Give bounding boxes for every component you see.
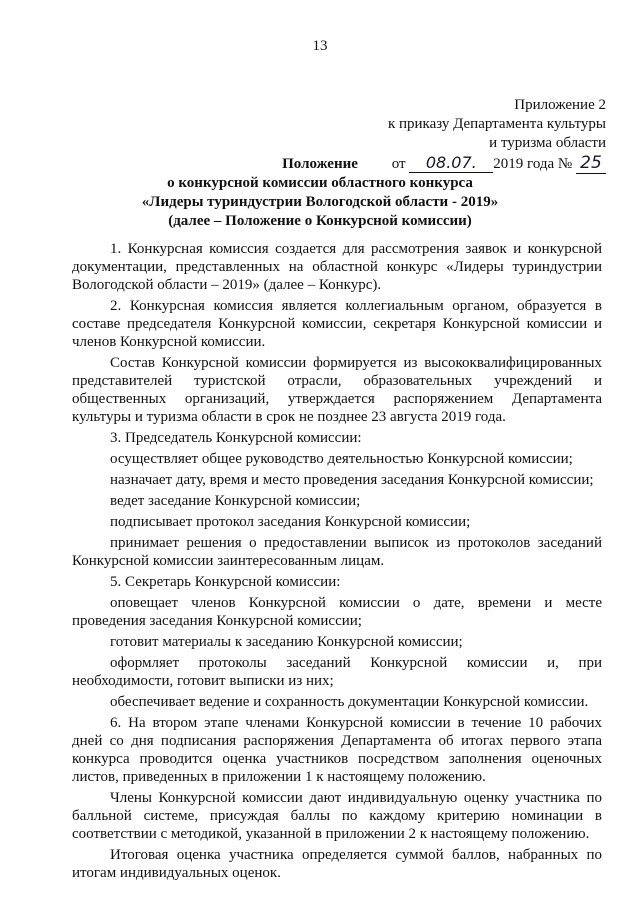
paragraph: 2. Конкурсная комиссия является коллегиальным органом, образуется в составе председателя Конкурсной комиссии, секретаря Конкурсной комиссии и членов Конкурсной комиссии. <box>72 298 602 350</box>
title-line-1: Положение <box>282 156 358 172</box>
paragraph: 1. Конкурсная комиссия создается для рассмотрения заявок и конкурсной документации, представленных на областной конкурс «Лидеры туриндустрии Вологодской области – 2019» (далее – Конкурс). <box>72 241 602 293</box>
handwritten-date: 08.07. <box>409 153 493 173</box>
appendix-order-line: к приказу Департамента культуры <box>387 116 606 132</box>
paragraph: 6. На втором этапе членами Конкурсной комиссии в течение 10 рабочих дней со дня подписания распоряжения Департамента об итогах первого этапа конкурса проводится оценка участников посредством заполнения оценочных листов, приведенных в приложении 1 к настоящему положению. <box>72 715 602 785</box>
date-suffix: 2019 года № <box>493 156 573 172</box>
paragraph: принимает решения о предоставлении выписок из протоколов заседаний Конкурсной комиссии заинтересованным лицам. <box>72 535 602 569</box>
paragraph: оповещает членов Конкурсной комиссии о дате, времени и месте проведения заседания Конкурсной комиссии; <box>72 595 602 629</box>
document-title <box>0 155 640 231</box>
paragraph: Члены Конкурсной комиссии дают индивидуальную оценку участника по балльной системе, присуждая баллы по каждому критерию номинации в соответствии с методикой, указанной в приложении 2 к настоящему положению. <box>72 790 602 842</box>
paragraph: обеспечивает ведение и сохранность документации Конкурсной комиссии. <box>110 694 589 710</box>
paragraph: готовит материалы к заседанию Конкурсной комиссии; <box>110 634 463 650</box>
paragraph: подписывает протокол заседания Конкурсной комиссии; <box>110 514 471 530</box>
paragraph: Состав Конкурсной комиссии формируется из высококвалифицированных представителей туристской отрасли, образовательных учреждений и общественных организаций, утверждается распоряжением Департамента культуры и туризма области в срок не позднее 23 августа 2019 года. <box>72 355 602 425</box>
paragraph: ведет заседание Конкурсной комиссии; <box>110 493 361 509</box>
date-prefix: от <box>391 156 406 172</box>
title-line-2: о конкурсной комиссии областного конкурса <box>167 175 473 191</box>
handwritten-number: 25 <box>576 154 606 174</box>
paragraph: осуществляет общее руководство деятельностью Конкурсной комиссии; <box>110 451 573 467</box>
paragraph: назначает дату, время и место проведения заседания Конкурсной комиссии; <box>110 472 594 488</box>
title-line-4: (далее – Положение о Конкурсной комиссии) <box>168 213 472 229</box>
paragraph: 5. Секретарь Конкурсной комиссии: <box>110 574 341 590</box>
document-body <box>72 240 602 885</box>
paragraph: оформляет протоколы заседаний Конкурсной комиссии и, при необходимости, готовит выписки из них; <box>72 655 602 689</box>
appendix-title: Приложение 2 <box>514 97 606 113</box>
paragraph: 3. Председатель Конкурсной комиссии: <box>110 430 362 446</box>
appendix-department-line: и туризма области <box>489 135 606 151</box>
paragraph: Итоговая оценка участника определяется суммой баллов, набранных по итогам индивидуальных оценок. <box>72 847 602 881</box>
title-line-3: «Лидеры туриндустрии Вологодской области - 2019» <box>141 194 499 210</box>
page-number: 13 <box>312 38 328 54</box>
